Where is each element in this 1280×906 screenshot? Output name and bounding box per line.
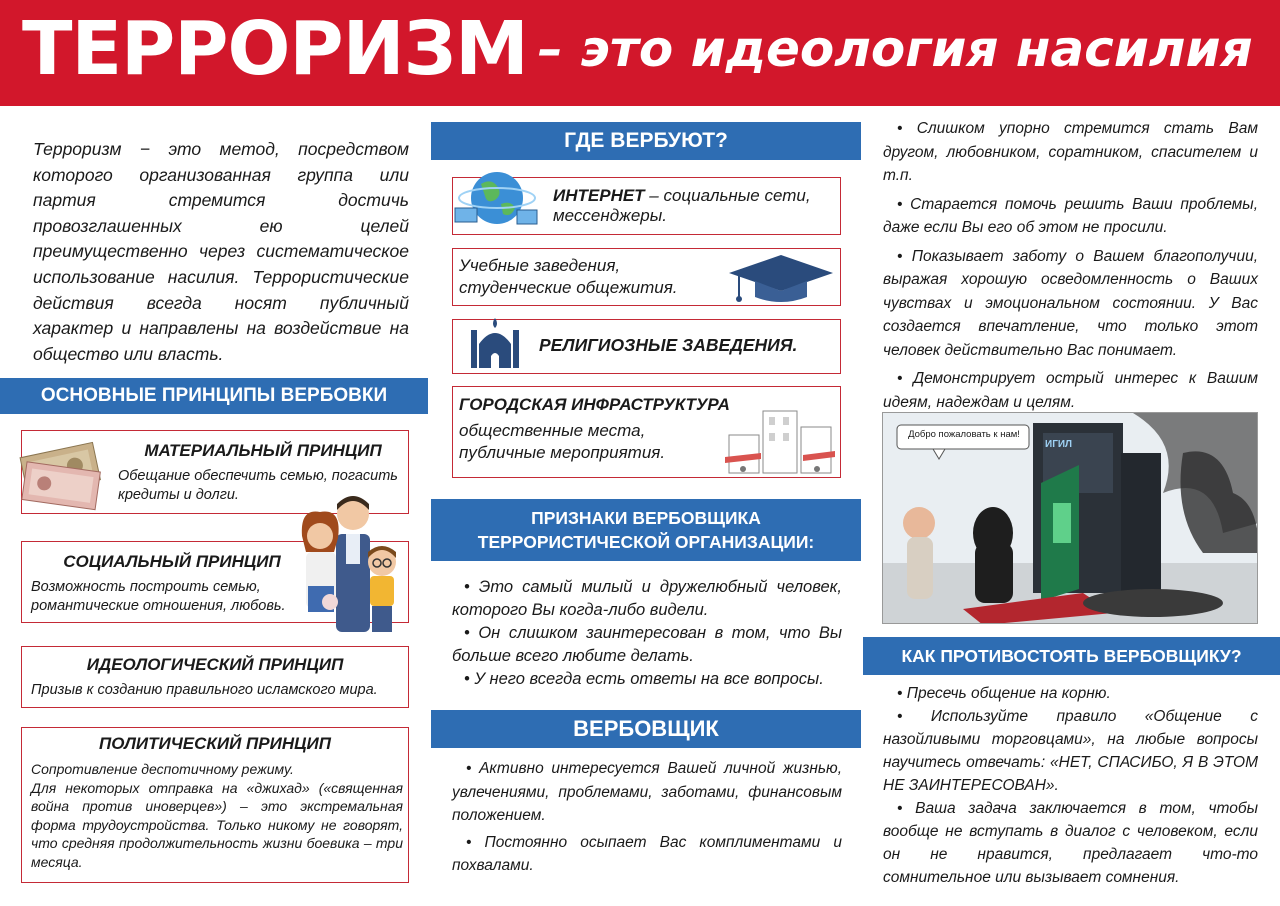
- signs-heading: [431, 499, 861, 561]
- recruiter-item: • Постоянно осыпает Вас комплиментами и похвалами.: [452, 833, 842, 874]
- city-box: [452, 386, 841, 478]
- cartoon-speech: Добро пожаловать к нам!: [908, 429, 1020, 440]
- ideological-principle-text: Призыв к созданию правильного исламского мира.: [31, 682, 378, 698]
- cityscape-icon: [723, 401, 839, 477]
- recruiter-item: • Старается помочь решить Ваши проблемы, даже если Вы его об этом не просили.: [883, 195, 1258, 236]
- counter-list: [883, 682, 1258, 889]
- signs-list: [452, 576, 842, 691]
- cartoon-illustration: [882, 412, 1258, 624]
- internet-text: [553, 186, 837, 226]
- intro-paragraph: Терроризм − это метод, посредством которого организованная группа или партия стремится достичь провозглашенных ею целей преимущественно через систематическое использование насилия. Террористические действия всегда носят публичный характер и направлены на воздействие на общество или власть.: [33, 139, 409, 364]
- signs-item: • У него всегда есть ответы на все вопросы.: [464, 670, 824, 688]
- political-principle-title: ПОЛИТИЧЕСКИЙ ПРИНЦИП: [99, 734, 331, 753]
- political-principle-text: [31, 760, 403, 871]
- recruiter-item: • Слишком упорно стремится стать Вам другом, любовником, соратником, спасителем и т.п.: [883, 120, 1258, 184]
- internet-box: [452, 177, 841, 235]
- recruiter-item: • Активно интересуется Вашей личной жизнью, увлечениями, проблемами, заботами, финансовым положением.: [452, 760, 842, 824]
- social-principle-title: СОЦИАЛЬНЫЙ ПРИНЦИП: [63, 552, 281, 571]
- counter-item: • Пресечь общение на корню.: [897, 685, 1111, 702]
- banner-heading: [22, 6, 1253, 92]
- signs-heading-line1: ПРИЗНАКИ ВЕРБОВЩИКА: [531, 508, 761, 528]
- banner-subtitle: – это идеология насилия: [537, 20, 1253, 78]
- banner-title: ТЕРРОРИЗМ: [22, 6, 528, 92]
- title-banner: [0, 0, 1280, 106]
- education-text: Учебные заведения, студенческие общежития.: [459, 256, 678, 297]
- city-line1: общественные места,: [459, 421, 646, 440]
- political-principle-line1: Сопротивление деспотичному режиму.: [31, 761, 294, 777]
- counter-heading: КАК ПРОТИВОСТОЯТЬ ВЕРБОВЩИКУ?: [863, 637, 1280, 675]
- cartoon-sign: ИГИЛ: [1045, 439, 1073, 450]
- signs-heading-line2: ТЕРРОРИСТИЧЕСКОЙ ОРГАНИЗАЦИИ:: [477, 532, 815, 552]
- religious-box: [452, 319, 841, 374]
- ideological-principle-title: ИДЕОЛОГИЧЕСКИЙ ПРИНЦИП: [86, 655, 344, 674]
- graduation-cap-icon: [725, 251, 837, 303]
- internet-label: ИНТЕРНЕТ: [553, 186, 645, 205]
- recruiter-item: • Демонстрирует острый интерес к Вашим идеям, надеждам и целям.: [883, 370, 1258, 411]
- social-principle-text: Возможность построить семью, романтические отношения, любовь.: [31, 579, 286, 614]
- family-illustration: [290, 490, 410, 640]
- education-box: [452, 248, 841, 306]
- signs-item: • Это самый милый и дружелюбный человек, которого Вы когда-либо видели.: [452, 578, 842, 619]
- city-title: ГОРОДСКАЯ ИНФРАСТРУКТУРА: [459, 395, 730, 414]
- recruiter-list: [452, 757, 842, 881]
- material-principle-text: Обещание обеспечить семью, погасить кредиты и долги.: [118, 468, 398, 503]
- where-heading: ГДЕ ВЕРБУЮТ?: [431, 122, 861, 160]
- political-principle-line2: Для некоторых отправка на «джихад» («священная война против иноверцев») – это экстремальная форма трудоустройства. Только никому не говорят, что средняя продолжительность жизни боевика – три месяца.: [31, 779, 403, 870]
- religious-text: РЕЛИГИОЗНЫЕ ЗАВЕДЕНИЯ.: [539, 335, 798, 355]
- counter-item: • Ваша задача заключается в том, чтобы вообще не вступать в диалог с человеком, если он не нравится, предлагает что-то сомнительное или вызывает сомнения.: [883, 800, 1258, 886]
- money-icon: [16, 427, 112, 517]
- signs-item: • Он слишком заинтересован в том, что Вы больше всего любите делать.: [452, 624, 842, 665]
- recruiter-heading: ВЕРБОВЩИК: [431, 710, 861, 748]
- recruiter-continued-list: [883, 117, 1258, 419]
- principles-heading: ОСНОВНЫЕ ПРИНЦИПЫ ВЕРБОВКИ: [0, 378, 428, 414]
- mosque-icon: [469, 316, 521, 372]
- material-principle-title: МАТЕРИАЛЬНЫЙ ПРИНЦИП: [144, 441, 382, 460]
- ideological-principle-box: [21, 646, 409, 708]
- recruiter-item: • Показывает заботу о Вашем благополучии, выражая хорошую осведомленность о Ваших чувствах и эмоциональном состоянии. У Вас создается впечатление, что только этот человек действительно Вас понимает.: [883, 247, 1258, 359]
- internet-desc: – социальные сети, мессенджеры.: [553, 186, 811, 225]
- political-principle-box: [21, 727, 409, 883]
- counter-item: • Используйте правило «Общение с назойливыми торговцами», на любые вопросы научитесь отвечать: «НЕТ, СПАСИБО, Я В ЭТОМ НЕ ЗАИНТЕРЕСОВАН».: [883, 708, 1258, 794]
- city-line2: публичные мероприятия.: [459, 443, 666, 462]
- globe-icon: [451, 164, 543, 236]
